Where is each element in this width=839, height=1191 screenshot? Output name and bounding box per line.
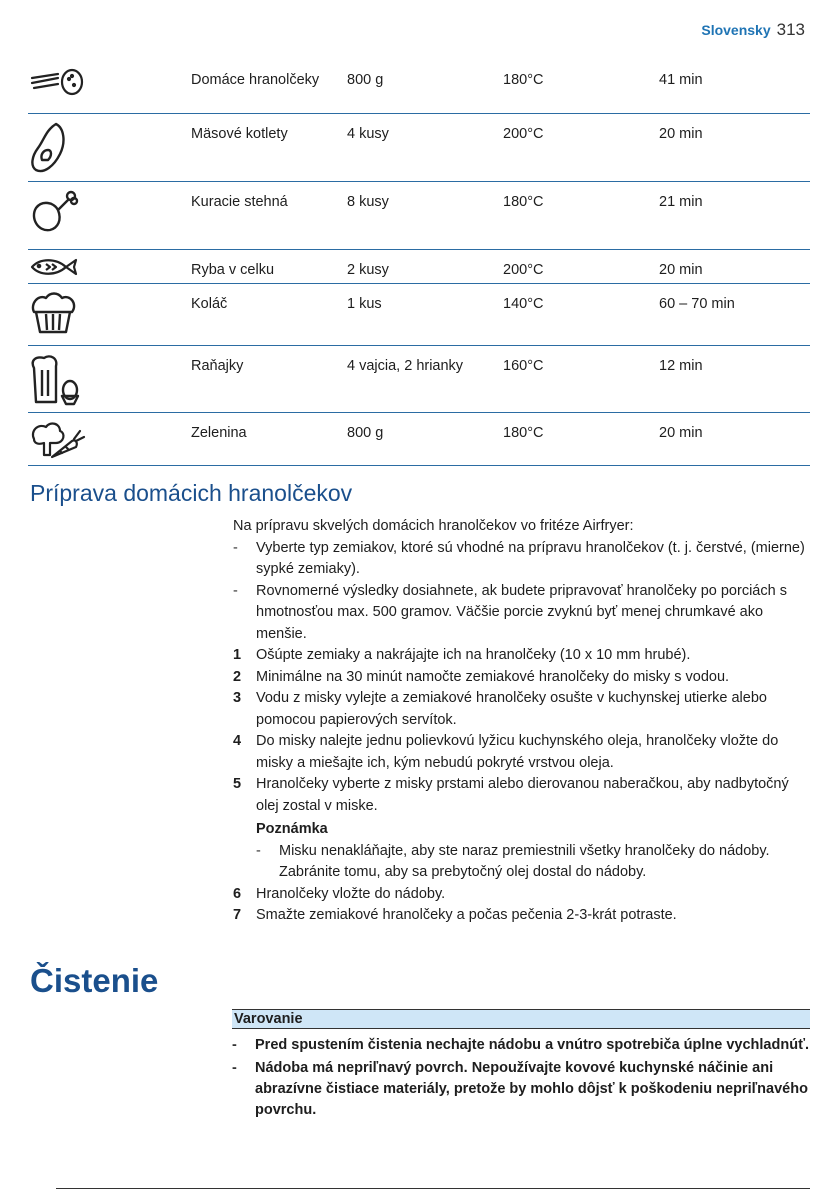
prep-bullet-text: Rovnomerné výsledky dosiahnete, ak budete pripravovať hranolčeky po porciách s hmotnosťou max. 500 gramov. Väčšie porcie zvyknú byť menej chrumkavé ako menšie. bbox=[256, 582, 787, 642]
bullet-dash: - bbox=[232, 1037, 237, 1053]
food-amount: 4 kusy bbox=[347, 125, 389, 142]
section-title-prep: Príprava domácich hranolčekov bbox=[30, 480, 353, 506]
meat-chop-icon bbox=[28, 120, 191, 176]
step-number: 1 bbox=[233, 647, 242, 663]
warning-item bbox=[232, 1058, 810, 1121]
food-temperature: 180°C bbox=[503, 424, 544, 441]
prep-bullet bbox=[233, 581, 813, 646]
food-temperature: 180°C bbox=[503, 193, 544, 210]
warning-list bbox=[232, 1035, 810, 1121]
food-icon-cell bbox=[28, 283, 191, 345]
food-amount: 2 kusy bbox=[347, 261, 389, 278]
step-number: 7 bbox=[233, 907, 242, 923]
food-amount: 4 vajcia, 2 hrianky bbox=[347, 357, 464, 374]
step-number: 6 bbox=[233, 885, 242, 902]
food-icon-cell bbox=[28, 249, 191, 283]
food-amount: 8 kusy bbox=[347, 193, 389, 210]
food-amount: 800 g bbox=[347, 72, 384, 88]
table-row bbox=[28, 249, 810, 283]
footer-rule bbox=[56, 1188, 810, 1189]
chicken-drumstick-icon bbox=[28, 188, 191, 240]
food-name: Ryba v celku bbox=[191, 261, 275, 278]
step-number: 4 bbox=[233, 733, 242, 749]
vegetables-icon bbox=[28, 419, 191, 461]
prep-step bbox=[233, 905, 813, 927]
cake-icon bbox=[28, 290, 191, 336]
prep-step-text: Do misky nalejte jednu polievkovú lyžicu kuchynského oleja, hranolčeky vložte do misky a miešajte ich, kým nebudú pokryté vrstvou oleja. bbox=[256, 733, 779, 771]
bullet-dash: - bbox=[233, 582, 238, 599]
food-name: Koláč bbox=[191, 295, 228, 312]
fish-icon bbox=[28, 256, 191, 278]
table-row bbox=[28, 283, 810, 345]
table-row bbox=[28, 412, 810, 465]
table-row bbox=[28, 60, 810, 113]
prep-step-text: Hranolčeky vložte do nádoby. bbox=[256, 885, 446, 902]
food-name: Raňajky bbox=[191, 357, 244, 374]
prep-step-text: Hranolčeky vyberte z misky prstami alebo dierovanou naberačkou, aby nadbytočný olej zostal v miske. bbox=[256, 776, 789, 814]
warning-label: Varovanie bbox=[232, 1009, 810, 1029]
warning-box bbox=[232, 1009, 810, 1123]
food-name: Domáce hranolčeky bbox=[191, 72, 320, 88]
food-temperature: 200°C bbox=[503, 261, 544, 278]
prep-step-text: Smažte zemiakové hranolčeky a počas pečenia 2-3-krát potraste. bbox=[256, 907, 677, 923]
food-name: Zelenina bbox=[191, 424, 247, 441]
header-language: Slovensky bbox=[701, 22, 771, 38]
page-header bbox=[701, 20, 805, 40]
step-number: 5 bbox=[233, 776, 242, 792]
prep-steps-list bbox=[233, 645, 813, 817]
note-item bbox=[256, 841, 813, 884]
note-title: Poznámka bbox=[256, 821, 328, 837]
prep-bullet-list bbox=[233, 538, 813, 646]
fries-icon bbox=[28, 66, 191, 96]
cooking-table bbox=[28, 60, 810, 466]
food-time: 60 – 70 min bbox=[659, 295, 735, 312]
table-row bbox=[28, 345, 810, 412]
food-time: 12 min bbox=[659, 357, 703, 374]
prep-step bbox=[233, 884, 813, 906]
step-number: 2 bbox=[233, 668, 242, 685]
bullet-dash: - bbox=[256, 842, 261, 859]
bullet-dash: - bbox=[233, 539, 238, 556]
warning-item-text: Pred spustením čistenia nechajte nádobu a vnútro spotrebiča úplne vychladnúť. bbox=[255, 1037, 810, 1053]
table-row bbox=[28, 113, 810, 181]
food-temperature: 160°C bbox=[503, 357, 544, 374]
table-row bbox=[28, 181, 810, 249]
food-time: 20 min bbox=[659, 424, 703, 441]
prep-step-text: Vodu z misky vylejte a zemiakové hranolčeky osušte v kuchynskej utierke alebo pomocou papierových servítok. bbox=[256, 690, 767, 728]
food-time: 41 min bbox=[659, 72, 703, 88]
prep-step bbox=[233, 688, 813, 731]
prep-section-body bbox=[233, 516, 813, 927]
prep-step bbox=[233, 645, 813, 667]
step-number: 3 bbox=[233, 690, 242, 706]
prep-intro: Na prípravu skvelých domácich hranolčekov vo fritéze Airfryer: bbox=[233, 518, 634, 534]
prep-bullet bbox=[233, 538, 813, 581]
food-time: 20 min bbox=[659, 125, 703, 142]
warning-item-text: Nádoba má nepriľnavý povrch. Nepoužívajte kovové kuchynské náčinie ani abrazívne čistiace materiály, pretože by mohlo dôjsť k poškodeniu nepriľnavého povrchu. bbox=[255, 1060, 808, 1118]
food-amount: 1 kus bbox=[347, 295, 382, 312]
prep-step bbox=[233, 731, 813, 774]
note-text: Misku nenakláňajte, aby ste naraz premiestnili všetky hranolčeky do nádoby. Zabránite tomu, aby sa prebytočný olej dostal do nádoby. bbox=[279, 842, 770, 880]
warning-item bbox=[232, 1035, 810, 1056]
prep-steps-list-2 bbox=[233, 884, 813, 927]
food-temperature: 180°C bbox=[503, 72, 544, 88]
food-temperature: 200°C bbox=[503, 125, 544, 142]
food-icon-cell bbox=[28, 113, 191, 181]
food-time: 21 min bbox=[659, 193, 703, 210]
prep-step-text: Minimálne na 30 minút namočte zemiakové hranolčeky do misky s vodou. bbox=[256, 668, 730, 685]
prep-step bbox=[233, 667, 813, 689]
food-name: Kuracie stehná bbox=[191, 193, 288, 210]
toast-egg-icon bbox=[28, 352, 191, 406]
prep-bullet-text: Vyberte typ zemiakov, ktoré sú vhodné na prípravu hranolčekov (t. j. čerstvé, (mierne) sypké zemiaky). bbox=[256, 539, 805, 577]
bullet-dash: - bbox=[232, 1060, 237, 1076]
section-title-cleaning: Čistenie bbox=[30, 962, 159, 999]
food-icon-cell bbox=[28, 60, 191, 113]
food-icon-cell bbox=[28, 181, 191, 249]
food-name: Mäsové kotlety bbox=[191, 125, 288, 142]
prep-step bbox=[233, 774, 813, 817]
food-amount: 800 g bbox=[347, 424, 384, 441]
food-temperature: 140°C bbox=[503, 295, 544, 312]
food-icon-cell bbox=[28, 345, 191, 412]
food-time: 20 min bbox=[659, 261, 703, 278]
food-icon-cell bbox=[28, 412, 191, 465]
prep-step-text: Ošúpte zemiaky a nakrájajte ich na hranolčeky (10 x 10 mm hrubé). bbox=[256, 647, 691, 663]
page-number: 313 bbox=[776, 20, 805, 39]
